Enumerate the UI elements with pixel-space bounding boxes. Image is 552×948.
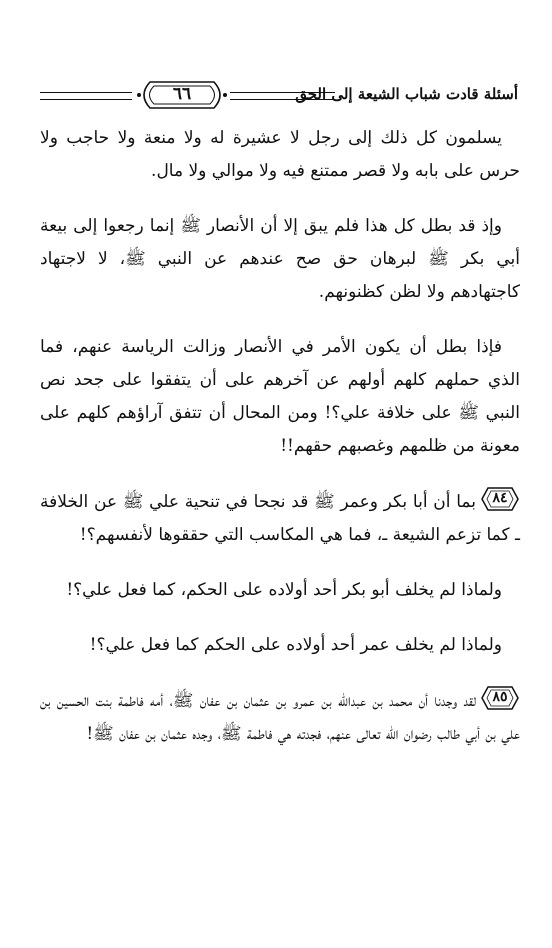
- page-number-frame: [136, 78, 228, 112]
- paragraph-text: يسلمون كل ذلك إلى رجل لا عشيرة له ولا منعة ولا حاجب ولا حرس على بابه ولا قصر ممتنع فيه ولا موالي ولا مال.: [40, 128, 520, 181]
- paragraph-text: لقد وجدنا أن محمد بن عبدالله بن عمرو بن عثمان بن عفان ﷺ، أمه فاطمة بنت الحسين بن علي بن أبي طالب رضوان الله تعالى عنهم، فجدته هي فاطمة ﷺ، وجده عثمان بن عفان ﷺ!: [40, 691, 520, 744]
- running-header: [40, 72, 518, 120]
- paragraph: [40, 122, 520, 188]
- paragraph-text: فإذا بطل أن يكون الأمر في الأنصار وزالت الرياسة عنهم، فما الذي حملهم كلهم أولهم عن آخرهم على أن يتفقوا على جحد نص النبي ﷺ على خلافة علي؟! ومن المحال أن تتفق آراؤهم كلهم على معونة من ظلمهم وغصبهم حقهم!!: [40, 337, 520, 456]
- paragraph-text: وإذ قد بطل كل هذا فلم يبق إلا أن الأنصار ﷺ إنما رجعوا إلى بيعة أبي بكر ﷺ لبرهان حق صح عندهم عن النبي ﷺ، لا لاجتهاد كاجتهادهم ولا لظن كظنونهم.: [40, 216, 520, 302]
- header-rule-left: [40, 92, 132, 100]
- page-number: ٦٦: [172, 84, 192, 104]
- question-paragraph: [40, 684, 520, 751]
- question-number: ٨٤: [492, 490, 508, 506]
- question-paragraph: [40, 485, 520, 552]
- paragraph: [40, 331, 520, 463]
- paragraph-text: بما أن أبا بكر وعمر ﷺ قد نجحا في تنحية علي ﷺ عن الخلافة ـ كما تزعم الشيعة ـ، فما هي المكاسب التي حققوها لأنفسهم؟!: [40, 492, 520, 545]
- paragraph-text: ولماذا لم يخلف عمر أحد أولاده على الحكم كما فعل علي؟!: [89, 635, 502, 655]
- paragraph-text: ولماذا لم يخلف أبو بكر أحد أولاده على الحكم، كما فعل علي؟!: [66, 580, 502, 600]
- book-title: أسئلة قادت شباب الشيعة إلى الحق: [295, 85, 518, 103]
- question-number: ٨٥: [492, 689, 508, 705]
- question-number-badge: [480, 485, 520, 513]
- paragraph: [40, 574, 520, 607]
- page-body: [40, 122, 520, 773]
- paragraph: [40, 629, 520, 662]
- paragraph: [40, 210, 520, 309]
- question-number-badge: [480, 684, 520, 712]
- header-rule-right: [230, 92, 335, 100]
